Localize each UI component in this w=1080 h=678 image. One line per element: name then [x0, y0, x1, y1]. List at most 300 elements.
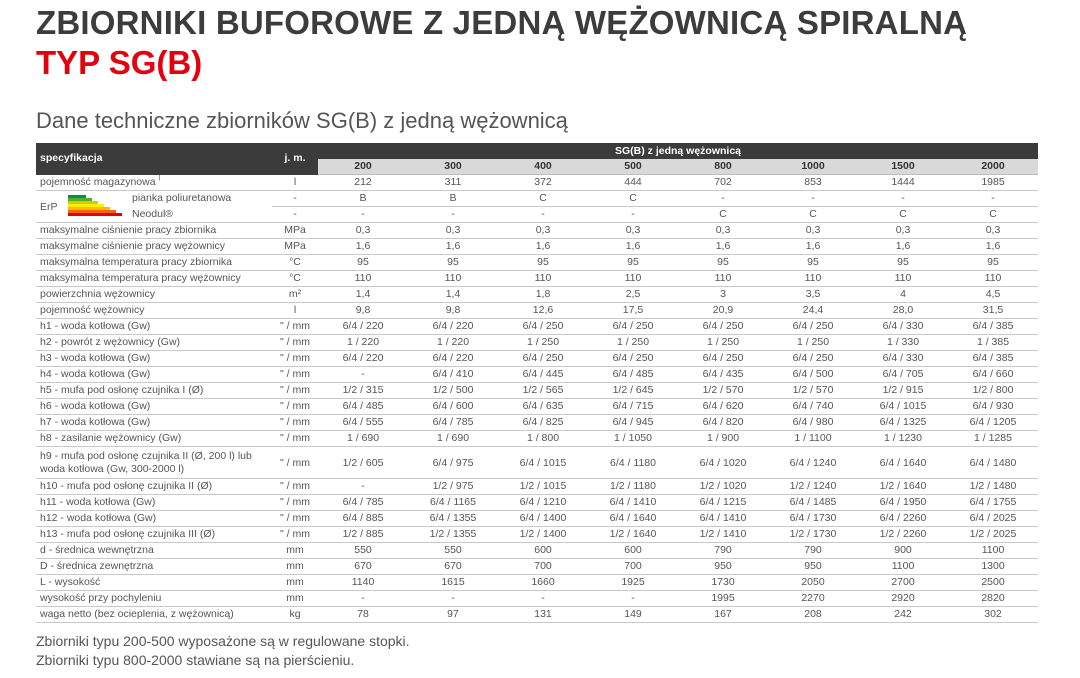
row-unit: " / mm — [272, 319, 318, 335]
row-label — [36, 335, 272, 351]
row-label-text: h5 - mufa pod osłonę czujnika I (Ø) — [40, 384, 204, 396]
row-unit: MPa — [272, 223, 318, 239]
cell-value: 6/4 / 1355 — [408, 511, 498, 527]
row-label — [36, 591, 272, 607]
row-label-text: waga netto (bez ocieplenia, z wężownicą) — [40, 608, 234, 620]
cell-value: 6/4 / 1640 — [588, 511, 678, 527]
row-label — [36, 511, 272, 527]
erp-insulation-label: Neodul® — [132, 208, 174, 220]
row-label-text: pojemność wężownicy — [40, 304, 145, 316]
row-label-text: wysokość przy pochyleniu — [40, 592, 162, 604]
cell-value: 3 — [678, 287, 768, 303]
cell-value: 0,3 — [498, 223, 588, 239]
cell-value: 6/4 / 485 — [318, 399, 408, 415]
cell-value: 1/2 / 1480 — [948, 479, 1038, 495]
cell-value: 131 — [498, 607, 588, 623]
cell-value: 311 — [408, 175, 498, 191]
cell-value: C — [768, 207, 858, 223]
cell-value: B — [408, 191, 498, 207]
row-unit: mm — [272, 591, 318, 607]
cell-value: 1/2 / 975 — [408, 479, 498, 495]
cell-value: 1/2 / 915 — [858, 383, 948, 399]
cell-value: - — [768, 191, 858, 207]
cell-value: 6/4 / 330 — [858, 351, 948, 367]
cell-value: 6/4 / 1485 — [768, 495, 858, 511]
row-unit: mm — [272, 575, 318, 591]
cell-value: 6/4 / 1730 — [768, 511, 858, 527]
cell-value: 6/4 / 1180 — [588, 447, 678, 479]
cell-value: - — [678, 191, 768, 207]
cell-value: 0,3 — [408, 223, 498, 239]
cell-value: 1100 — [948, 543, 1038, 559]
row-unit: " / mm — [272, 431, 318, 447]
cell-value: 1/2 / 605 — [318, 447, 408, 479]
cell-value: 6/4 / 250 — [498, 319, 588, 335]
cell-value: 1925 — [588, 575, 678, 591]
cell-value: 6/4 / 635 — [498, 399, 588, 415]
row-label-text: h13 - mufa pod osłonę czujnika III (Ø) — [40, 528, 216, 540]
erp-block — [40, 191, 272, 222]
cell-value: 95 — [408, 255, 498, 271]
cell-value: 1730 — [678, 575, 768, 591]
cell-value: 110 — [948, 271, 1038, 287]
row-unit: " / mm — [272, 495, 318, 511]
table-row — [36, 271, 1038, 287]
cell-value: 0,3 — [318, 223, 408, 239]
row-unit: " / mm — [272, 415, 318, 431]
cell-value: 1,6 — [588, 239, 678, 255]
cell-value: 1/2 / 1020 — [678, 479, 768, 495]
cell-value: 95 — [948, 255, 1038, 271]
table-row — [36, 367, 1038, 383]
row-unit: " / mm — [272, 447, 318, 479]
cell-value: 372 — [498, 175, 588, 191]
row-label — [36, 239, 272, 255]
cell-value: 6/4 / 250 — [678, 351, 768, 367]
table-row — [36, 335, 1038, 351]
cell-value: 700 — [498, 559, 588, 575]
cell-value: 6/4 / 250 — [768, 319, 858, 335]
cell-value: 6/4 / 945 — [588, 415, 678, 431]
table-row — [36, 303, 1038, 319]
cell-value: 6/4 / 385 — [948, 319, 1038, 335]
cell-value: 950 — [768, 559, 858, 575]
row-unit: l — [272, 175, 318, 191]
cell-value: 110 — [678, 271, 768, 287]
cell-value: 550 — [408, 543, 498, 559]
row-unit: °C — [272, 255, 318, 271]
cell-value: 110 — [768, 271, 858, 287]
cell-value: 2270 — [768, 591, 858, 607]
erp-label: ErP — [40, 201, 58, 213]
cell-value: 444 — [588, 175, 678, 191]
cell-value: 95 — [858, 255, 948, 271]
cell-value: 1/2 / 1400 — [498, 527, 588, 543]
header-spec: specyfikacja — [36, 143, 272, 175]
spec-table-body — [36, 175, 1038, 623]
cell-value: 6/4 / 930 — [948, 399, 1038, 415]
row-label-text: d - średnica wewnętrzna — [40, 544, 154, 556]
cell-value: 6/4 / 660 — [948, 367, 1038, 383]
cell-value: 6/4 / 2025 — [948, 511, 1038, 527]
cell-value: 4 — [858, 287, 948, 303]
cell-value: 6/4 / 1410 — [588, 495, 678, 511]
row-label — [36, 255, 272, 271]
cell-value: 1300 — [948, 559, 1038, 575]
cell-value: - — [318, 207, 408, 223]
cell-value: 1 / 220 — [318, 335, 408, 351]
row-label — [36, 575, 272, 591]
cell-value: C — [678, 207, 768, 223]
cell-value: - — [948, 191, 1038, 207]
cell-value: 670 — [318, 559, 408, 575]
cell-value: B — [318, 191, 408, 207]
cell-value: 0,3 — [588, 223, 678, 239]
cell-value: 95 — [498, 255, 588, 271]
cell-value: 1,6 — [498, 239, 588, 255]
cell-value: 1,4 — [408, 287, 498, 303]
cell-value: 3,5 — [768, 287, 858, 303]
table-row — [36, 255, 1038, 271]
energy-class-bars-icon — [68, 195, 126, 217]
row-unit: " / mm — [272, 511, 318, 527]
cell-value: 2500 — [948, 575, 1038, 591]
cell-value: - — [318, 367, 408, 383]
cell-value: 6/4 / 740 — [768, 399, 858, 415]
cell-value: 6/4 / 825 — [498, 415, 588, 431]
header-model-300: 300 — [408, 159, 498, 175]
cell-value: 1,4 — [318, 287, 408, 303]
table-row — [36, 511, 1038, 527]
cell-value: 790 — [678, 543, 768, 559]
cell-value: 1/2 / 1240 — [768, 479, 858, 495]
cell-value: 6/4 / 435 — [678, 367, 768, 383]
cell-value: 2920 — [858, 591, 948, 607]
cell-value: 6/4 / 410 — [408, 367, 498, 383]
cell-value: 0,3 — [858, 223, 948, 239]
cell-value: 1/2 / 800 — [948, 383, 1038, 399]
row-unit: " / mm — [272, 335, 318, 351]
row-label — [36, 607, 272, 623]
row-unit: " / mm — [272, 399, 318, 415]
cell-value: 1615 — [408, 575, 498, 591]
cell-value: 1/2 / 570 — [768, 383, 858, 399]
row-unit: " / mm — [272, 479, 318, 495]
cell-value: 1140 — [318, 575, 408, 591]
table-row — [36, 447, 1038, 479]
cell-value: 6/4 / 885 — [318, 511, 408, 527]
cell-value: 6/4 / 220 — [408, 319, 498, 335]
note-feet: Zbiorniki typu 200-500 wyposażone są w regulowane stopki. — [36, 633, 410, 649]
spec-table — [36, 143, 1038, 623]
cell-value: 1/2 / 500 — [408, 383, 498, 399]
cell-value: 1 / 1285 — [948, 431, 1038, 447]
cell-value: 97 — [408, 607, 498, 623]
header-unit: j. m. — [272, 143, 318, 175]
cell-value: C — [498, 191, 588, 207]
cell-value: 1 / 690 — [408, 431, 498, 447]
header-model-200: 200 — [318, 159, 408, 175]
header-model-400: 400 — [498, 159, 588, 175]
cell-value: 1/2 / 645 — [588, 383, 678, 399]
row-label — [36, 559, 272, 575]
cell-value: 6/4 / 1165 — [408, 495, 498, 511]
row-label — [36, 271, 272, 287]
cell-value: 6/4 / 600 — [408, 399, 498, 415]
row-label — [36, 527, 272, 543]
cell-value: 6/4 / 250 — [588, 319, 678, 335]
header-model-1000: 1000 — [768, 159, 858, 175]
row-label-text: h3 - woda kotłowa (Gw) — [40, 352, 151, 364]
row-unit: MPa — [272, 239, 318, 255]
table-row — [36, 495, 1038, 511]
cell-value: 1444 — [858, 175, 948, 191]
cell-value: - — [588, 591, 678, 607]
cell-value: 2820 — [948, 591, 1038, 607]
header-model-800: 800 — [678, 159, 768, 175]
cell-value: 6/4 / 975 — [408, 447, 498, 479]
row-label — [36, 495, 272, 511]
row-unit: l — [272, 303, 318, 319]
table-row — [36, 287, 1038, 303]
table-row — [36, 223, 1038, 239]
row-label-text: h10 - mufa pod osłonę czujnika II (Ø) — [40, 480, 213, 492]
cell-value: 6/4 / 1480 — [948, 447, 1038, 479]
cell-value: 95 — [678, 255, 768, 271]
cell-value: 6/4 / 445 — [498, 367, 588, 383]
cell-value: 1 / 250 — [588, 335, 678, 351]
cell-value: 6/4 / 500 — [768, 367, 858, 383]
cell-value: 600 — [498, 543, 588, 559]
cell-value: 2700 — [858, 575, 948, 591]
cell-value: 1/2 / 1015 — [498, 479, 588, 495]
cell-value: 1,6 — [858, 239, 948, 255]
cell-value: 1 / 690 — [318, 431, 408, 447]
row-unit: m² — [272, 287, 318, 303]
cell-value: - — [498, 207, 588, 223]
row-unit: " / mm — [272, 367, 318, 383]
cell-value: - — [858, 191, 948, 207]
cell-value: 6/4 / 555 — [318, 415, 408, 431]
row-label-text: powierzchnia wężownicy — [40, 288, 155, 300]
header-group: SG(B) z jedną wężownicą — [318, 143, 1038, 159]
cell-value: - — [408, 591, 498, 607]
header-model-500: 500 — [588, 159, 678, 175]
cell-value: 6/4 / 820 — [678, 415, 768, 431]
row-label-text: maksymalne ciśnienie pracy zbiornika — [40, 224, 217, 236]
cell-value: 1/2 / 315 — [318, 383, 408, 399]
cell-value: 6/4 / 250 — [768, 351, 858, 367]
cell-value: 212 — [318, 175, 408, 191]
table-row — [36, 399, 1038, 415]
table-row — [36, 527, 1038, 543]
cell-value: 6/4 / 220 — [318, 351, 408, 367]
table-row — [36, 607, 1038, 623]
row-label — [36, 415, 272, 431]
cell-value: 24,4 — [768, 303, 858, 319]
cell-value: 242 — [858, 607, 948, 623]
cell-value: 6/4 / 250 — [678, 319, 768, 335]
cell-value: 6/4 / 1325 — [858, 415, 948, 431]
cell-value: 20,9 — [678, 303, 768, 319]
erp-label-cell — [36, 191, 272, 223]
cell-value: 6/4 / 220 — [408, 351, 498, 367]
cell-value: 6/4 / 385 — [948, 351, 1038, 367]
table-row-erp — [36, 191, 1038, 207]
row-label — [36, 431, 272, 447]
row-unit: " / mm — [272, 527, 318, 543]
row-label — [36, 175, 272, 191]
table-row — [36, 383, 1038, 399]
row-label — [36, 543, 272, 559]
row-unit: - — [272, 191, 318, 207]
cell-value: 6/4 / 1410 — [678, 511, 768, 527]
cell-value: 95 — [768, 255, 858, 271]
row-label — [36, 351, 272, 367]
table-row — [36, 175, 1038, 191]
table-row — [36, 543, 1038, 559]
row-label-text: maksymalne ciśnienie pracy wężownicy — [40, 240, 225, 252]
cell-value: 670 — [408, 559, 498, 575]
cell-value: 1/2 / 1640 — [858, 479, 948, 495]
cell-value: 1,6 — [678, 239, 768, 255]
cell-value: 1660 — [498, 575, 588, 591]
row-label — [36, 223, 272, 239]
cell-value: 31,5 — [948, 303, 1038, 319]
cell-value: 110 — [588, 271, 678, 287]
row-label — [36, 367, 272, 383]
cell-value: 700 — [588, 559, 678, 575]
cell-value: 6/4 / 330 — [858, 319, 948, 335]
cell-value: 9,8 — [408, 303, 498, 319]
cell-value: 1,6 — [408, 239, 498, 255]
row-label-text: h6 - woda kotłowa (Gw) — [40, 400, 151, 412]
cell-value: 1 / 1230 — [858, 431, 948, 447]
cell-value: 1,8 — [498, 287, 588, 303]
cell-value: - — [408, 207, 498, 223]
energy-class-bar — [68, 213, 122, 216]
row-unit: kg — [272, 607, 318, 623]
cell-value: 95 — [588, 255, 678, 271]
cell-value: 1/2 / 565 — [498, 383, 588, 399]
table-caption: Dane techniczne zbiorników SG(B) z jedną wężownicą — [36, 108, 568, 133]
cell-value: 6/4 / 785 — [318, 495, 408, 511]
table-row — [36, 351, 1038, 367]
row-unit: mm — [272, 543, 318, 559]
row-label-text: maksymalna temperatura pracy wężownicy — [40, 272, 241, 284]
cell-value: 790 — [768, 543, 858, 559]
cell-value: 28,0 — [858, 303, 948, 319]
row-label-text: D - średnica zewnętrzna — [40, 560, 154, 572]
cell-value: 6/4 / 1205 — [948, 415, 1038, 431]
cell-value: 2050 — [768, 575, 858, 591]
cell-value: 1 / 800 — [498, 431, 588, 447]
row-label-text: pojemność magazynowa — [40, 175, 156, 188]
cell-value: 1/2 / 2025 — [948, 527, 1038, 543]
cell-value: 1 / 900 — [678, 431, 768, 447]
cell-value: 1 / 250 — [498, 335, 588, 351]
cell-value: 6/4 / 1015 — [858, 399, 948, 415]
table-row — [36, 559, 1038, 575]
row-label — [36, 319, 272, 335]
cell-value: 9,8 — [318, 303, 408, 319]
cell-value: 167 — [678, 607, 768, 623]
cell-value: 853 — [768, 175, 858, 191]
cell-value: 6/4 / 250 — [588, 351, 678, 367]
row-label-text: h8 - zasilanie wężownicy (Gw) — [40, 432, 182, 444]
row-label-text: h11 - woda kotłowa (Gw) — [40, 496, 156, 508]
row-label — [36, 447, 272, 479]
row-unit: - — [272, 207, 318, 223]
cell-value: 1985 — [948, 175, 1038, 191]
cell-value: 6/4 / 220 — [318, 319, 408, 335]
cell-value: 17,5 — [588, 303, 678, 319]
cell-value: 1/2 / 1180 — [588, 479, 678, 495]
cell-value: 110 — [498, 271, 588, 287]
cell-value: - — [498, 591, 588, 607]
row-label-text: maksymalna temperatura pracy zbiornika — [40, 256, 232, 268]
row-label — [36, 399, 272, 415]
row-label-text: L - wysokość — [40, 576, 101, 588]
table-row — [36, 319, 1038, 335]
cell-value: 6/4 / 1015 — [498, 447, 588, 479]
cell-value: 149 — [588, 607, 678, 623]
cell-value: 1/2 / 2260 — [858, 527, 948, 543]
cell-value: 1/2 / 1355 — [408, 527, 498, 543]
cell-value: 1/2 / 570 — [678, 383, 768, 399]
cell-value: 6/4 / 785 — [408, 415, 498, 431]
cell-value: 600 — [588, 543, 678, 559]
cell-value: 12,6 — [498, 303, 588, 319]
cell-value: 6/4 / 1640 — [858, 447, 948, 479]
page-subtitle-type: TYP SG(B) — [36, 44, 203, 81]
cell-value: - — [318, 479, 408, 495]
cell-value: 1 / 1050 — [588, 431, 678, 447]
row-label-text: h2 - powrót z wężownicy (Gw) — [40, 336, 181, 348]
table-row — [36, 415, 1038, 431]
cell-value: 110 — [408, 271, 498, 287]
cell-value: 6/4 / 1755 — [948, 495, 1038, 511]
cell-value: 1 / 250 — [678, 335, 768, 351]
cell-value: 6/4 / 715 — [588, 399, 678, 415]
cell-value: 6/4 / 705 — [858, 367, 948, 383]
cell-value: 1,6 — [318, 239, 408, 255]
cell-value: 1/2 / 1640 — [588, 527, 678, 543]
cell-value: 1,6 — [948, 239, 1038, 255]
cell-value: 6/4 / 1950 — [858, 495, 948, 511]
cell-value: 6/4 / 1210 — [498, 495, 588, 511]
cell-value: 702 — [678, 175, 768, 191]
cell-value: 302 — [948, 607, 1038, 623]
header-model-1500: 1500 — [858, 159, 948, 175]
cell-value: 0,3 — [678, 223, 768, 239]
footnote-marker: l — [158, 175, 161, 183]
row-unit: " / mm — [272, 383, 318, 399]
cell-value: 95 — [318, 255, 408, 271]
table-row — [36, 239, 1038, 255]
cell-value: 78 — [318, 607, 408, 623]
cell-value: 1/2 / 1410 — [678, 527, 768, 543]
cell-value: 0,3 — [948, 223, 1038, 239]
note-ring: Zbiorniki typu 800-2000 stawiane są na pierścieniu. — [36, 652, 355, 668]
row-label — [36, 287, 272, 303]
cell-value: 1995 — [678, 591, 768, 607]
cell-value: 0,3 — [768, 223, 858, 239]
cell-value: 4,5 — [948, 287, 1038, 303]
row-unit: " / mm — [272, 351, 318, 367]
cell-value: 6/4 / 250 — [498, 351, 588, 367]
cell-value: 6/4 / 980 — [768, 415, 858, 431]
